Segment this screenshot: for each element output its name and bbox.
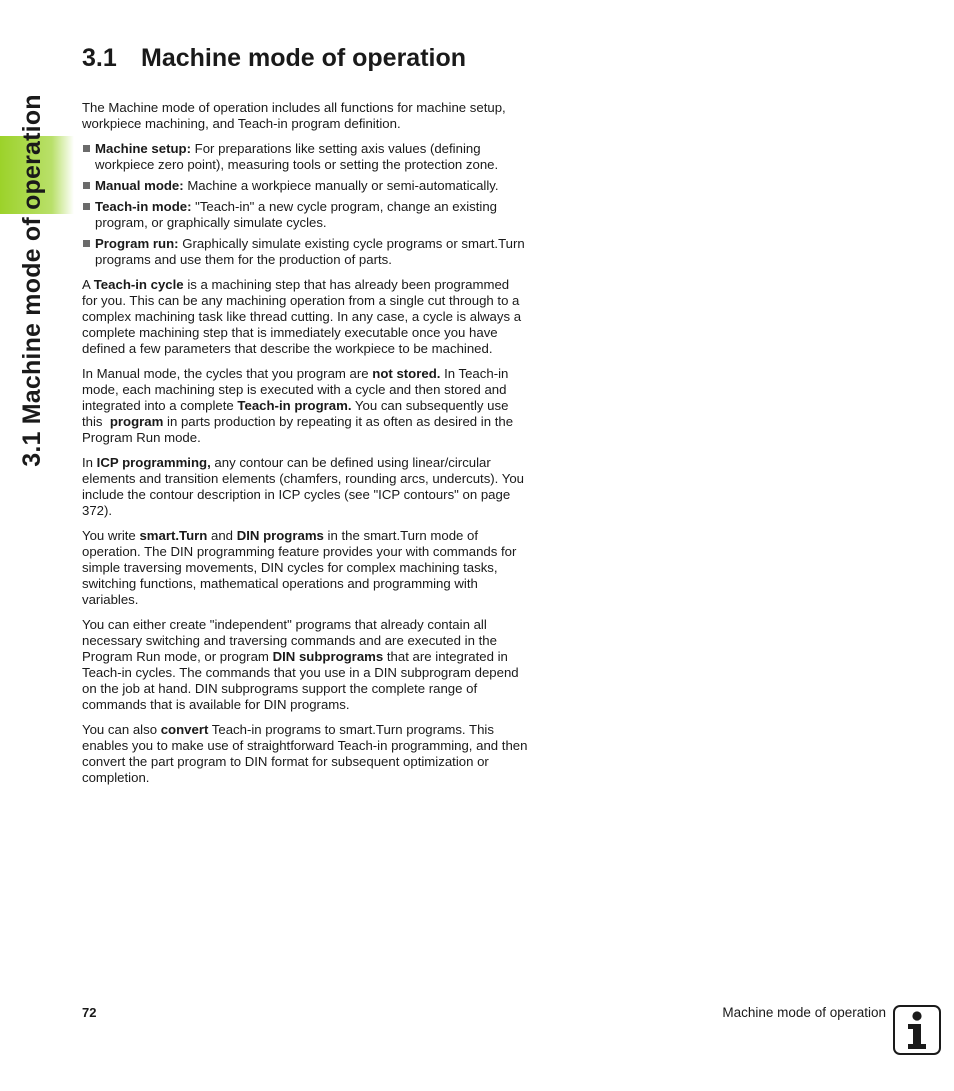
list-item-manual-mode [82,178,528,194]
list-item-machine-setup [82,141,528,173]
text-run: You can either create "independent" programs that already contain all necessary switching and traversing commands and are executed in the Program Run mode, or program [82,617,497,664]
side-tab [0,40,62,467]
text-run: is a machining step that has already been programmed for you. This can be any machining operation from a single cut through to a complex machining task like thread cutting. In any case, a cycle is always a complete machining step that is immediately executable once you have defined a few parameters that describe the workpiece to be machined. [82,277,522,356]
bullet-term: Program run: [95,236,179,251]
list-item-program-run [82,236,528,268]
square-bullet-icon [83,145,90,152]
text-run: You write [82,528,140,543]
bold-term: smart.Turn [139,528,208,543]
cycle-paragraph [82,277,528,357]
text-run: You can also [82,722,161,737]
smart-turn-paragraph [82,528,528,608]
convert-paragraph [82,722,528,786]
text-run: In Teach-in mode, each machining step is executed with a cycle and then stored and integrated into a complete [82,366,509,413]
side-tab-label: 3.1 Machine mode of operation [17,93,46,467]
text-run: and [207,528,237,543]
side-tab-title [2,88,62,472]
bullet-text: Machine a workpiece manually or semi-automatically. [183,178,499,193]
bold-term: DIN subprograms [272,649,384,664]
list-item-teach-in-mode [82,199,528,231]
bold-term: Teach-in cycle [93,277,184,292]
icp-paragraph [82,455,528,519]
text-run: any contour can be defined using linear/circular elements and transition elements (chamfers, rounding arcs, undercuts). You include the contour description in ICP cycles (see "ICP contours" on page 372). [82,455,525,518]
bullet-text: Graphically simulate existing cycle programs or smart.Turn programs and use them for the production of parts. [95,236,525,267]
text-run: In Manual mode, the cycles that you program are [82,366,373,381]
page-number: 72 [82,1005,97,1020]
bold-term: program [109,414,164,429]
bold-term: Teach-in program. [237,398,352,413]
manual-paragraph [82,366,528,446]
bullet-text: "Teach-in" a new cycle program, change an existing program, or graphically simulate cycles. [95,199,497,230]
page-title [82,44,466,73]
bullet-term: Teach-in mode: [95,199,192,214]
bold-term: not stored. [372,366,441,381]
square-bullet-icon [83,203,90,210]
square-bullet-icon [83,182,90,189]
bold-term: DIN programs [236,528,324,543]
intro-paragraph: The Machine mode of operation includes all functions for machine setup, workpiece machining, and Teach-in program definition. [82,100,506,131]
section-title: Machine mode of operation [141,44,467,72]
bullet-text: For preparations like setting axis values (defining workpiece zero point), measuring tools or setting the protection zone. [95,141,499,172]
bullet-term: Machine setup: [95,141,191,156]
bold-term: ICP programming, [96,455,211,470]
text-run: Teach-in programs to smart.Turn programs. This enables you to make use of straightforward Teach-in programming, and then convert the part program to DIN format for subsequent optimization or completion. [82,722,528,785]
square-bullet-icon [83,240,90,247]
mode-list [82,141,528,268]
body-content [82,100,528,795]
section-number: 3.1 [82,44,117,72]
footer-section-title: Machine mode of operation [722,1005,886,1020]
text-run: In [82,455,97,470]
bullet-term: Manual mode: [95,178,184,193]
independent-paragraph [82,617,528,713]
text-run: A [82,277,94,292]
info-icon [893,1005,941,1055]
text-run: in parts production by repeating it as often as desired in the Program Run mode. [82,414,514,445]
text-run: that are integrated in Teach-in cycles. The commands that you use in a DIN subprogram depend on the job at hand. DIN subprograms support the complete range of commands that is available for DIN programs. [82,649,519,712]
text-run: You can subsequently use this [82,398,513,429]
text-run: in the smart.Turn mode of operation. The DIN programming feature provides your with commands for simple traversing movements, DIN cycles for complex machining tasks, switching functions, mathematical operations and programming with variables. [82,528,517,607]
bold-term: convert [160,722,209,737]
